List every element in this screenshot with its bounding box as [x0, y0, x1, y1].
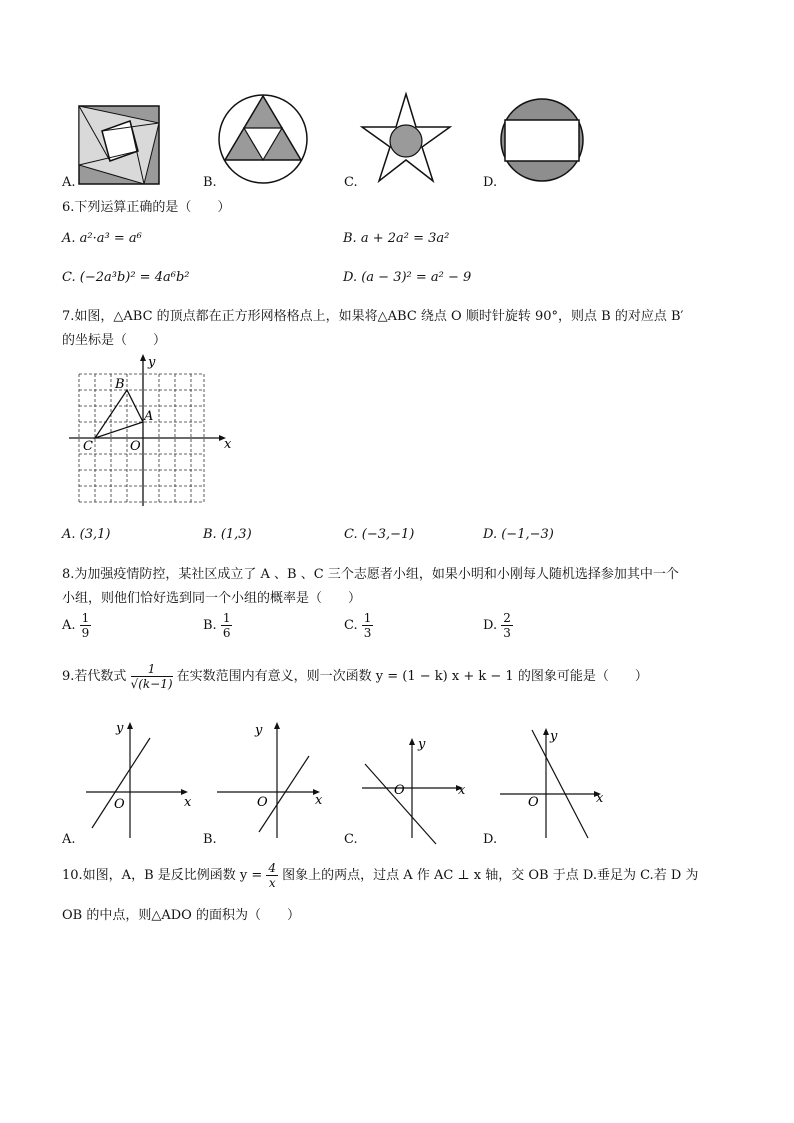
- q7-option-d: D. (−1,−3): [483, 527, 554, 542]
- q8-option-c-den: 3: [363, 626, 372, 640]
- q8-option-a-num: 1: [81, 611, 90, 625]
- q9-b-origin-label: O: [257, 795, 268, 810]
- q7-point-b-label: B: [115, 377, 125, 392]
- q8-option-a-den: 9: [81, 626, 90, 640]
- q8-option-b-den: 6: [222, 626, 231, 640]
- q9-c-y-label: y: [418, 737, 426, 752]
- q10-stem-line2: OB 的中点，则△ADO 的面积为（ ）: [62, 908, 300, 923]
- q7-grid-figure: [64, 354, 234, 504]
- q6-option-a: A. a²·a³ = a⁶: [62, 231, 142, 246]
- q9-label-b: B.: [203, 832, 217, 847]
- q5-figure-d: [499, 97, 585, 183]
- q5-figure-b: [217, 93, 309, 185]
- q7-point-c-label: C: [83, 439, 93, 454]
- q9-graph-b: [215, 720, 327, 840]
- q9-b-x-label: x: [315, 793, 323, 808]
- q9-d-x-label: x: [596, 791, 604, 806]
- q10-stem-line1: [62, 861, 698, 890]
- q7-origin-label: O: [130, 439, 141, 454]
- q9-c-origin-label: O: [394, 783, 405, 798]
- q8-option-d: [483, 611, 513, 640]
- q5-label-d: D.: [483, 175, 498, 190]
- q8-option-c-label: C.: [344, 618, 358, 633]
- q7-point-a-label: A: [144, 409, 154, 424]
- q5-label-b: B.: [203, 175, 217, 190]
- q8-option-b-label: B.: [203, 618, 217, 633]
- q9-graph-d: [498, 720, 610, 840]
- q8-option-c: [344, 611, 373, 640]
- q8-stem-line2: 小组，则他们恰好选到同一个小组的概率是（ ）: [62, 591, 362, 606]
- q9-a-origin-label: O: [114, 797, 125, 812]
- q7-x-label: x: [224, 437, 232, 452]
- q8-stem-line1: 8.为加强疫情防控，某社区成立了 A 、B 、C 三个志愿者小组，如果小明和小刚每人随机选择参加其中一个: [62, 567, 679, 582]
- q7-option-a: A. (3,1): [62, 527, 111, 542]
- q8-option-d-label: D.: [483, 618, 498, 633]
- q7-option-b: B. (1,3): [203, 527, 252, 542]
- q9-stem-suffix: 在实数范围内有意义，则一次函数 y = (1 − k) x + k − 1 的图象可能是（ ）: [176, 669, 648, 684]
- q9-c-x-label: x: [458, 783, 466, 798]
- q6-option-b: B. a + 2a² = 3a²: [343, 231, 450, 246]
- q9-label-c: C.: [344, 832, 358, 847]
- q9-a-y-label: y: [116, 721, 124, 736]
- q10-frac-den: x: [268, 876, 276, 890]
- q8-option-b-num: 1: [222, 611, 231, 625]
- q8-option-d-num: 2: [503, 611, 511, 625]
- q9-frac-den: √(k−1): [130, 677, 173, 691]
- q8-option-a-label: A.: [62, 618, 76, 633]
- q9-b-y-label: y: [255, 723, 263, 738]
- q7-stem-line1: 7.如图，△ABC 的顶点都在正方形网格格点上，如果将△ABC 绕点 O 顺时针旋转 90°，则点 B 的对应点 B′: [62, 309, 684, 324]
- q9-frac-num: 1: [131, 662, 173, 677]
- q5-figure-a: [78, 105, 162, 185]
- q9-label-a: A.: [62, 832, 76, 847]
- q7-option-c: C. (−3,−1): [344, 527, 415, 542]
- q7-y-label: y: [148, 355, 156, 370]
- q8-option-d-den: 3: [503, 626, 511, 640]
- q5-label-a: A.: [62, 175, 76, 190]
- q9-stem: [62, 662, 648, 691]
- q6-stem: 6.下列运算正确的是（ ）: [62, 200, 231, 215]
- q9-graph-a: [86, 720, 196, 840]
- q10-frac-num: 4: [268, 861, 277, 875]
- q9-d-y-label: y: [550, 729, 558, 744]
- q9-d-origin-label: O: [528, 795, 539, 810]
- q8-option-a: [62, 611, 91, 640]
- q9-graph-c: [360, 720, 470, 840]
- q8-option-c-num: 1: [363, 611, 372, 625]
- q5-label-c: C.: [344, 175, 358, 190]
- q9-a-x-label: x: [184, 795, 192, 810]
- q6-option-d: D. (a − 3)² = a² − 9: [343, 270, 472, 285]
- q7-stem-line2: 的坐标是（ ）: [62, 333, 167, 348]
- q9-stem-prefix: 9.若代数式: [62, 669, 127, 684]
- q10-stem-suffix: 图象上的两点，过点 A 作 AC ⊥ x 轴，交 OB 于点 D.垂足为 C.若 D 为: [282, 868, 699, 883]
- q6-option-c: C. (−2a³b)² = 4a⁶b²: [62, 270, 190, 285]
- q5-figure-c: [360, 93, 452, 185]
- q9-label-d: D.: [483, 832, 498, 847]
- q8-option-b: [203, 611, 232, 640]
- q10-stem-prefix: 10.如图，A，B 是反比例函数 y =: [62, 868, 263, 883]
